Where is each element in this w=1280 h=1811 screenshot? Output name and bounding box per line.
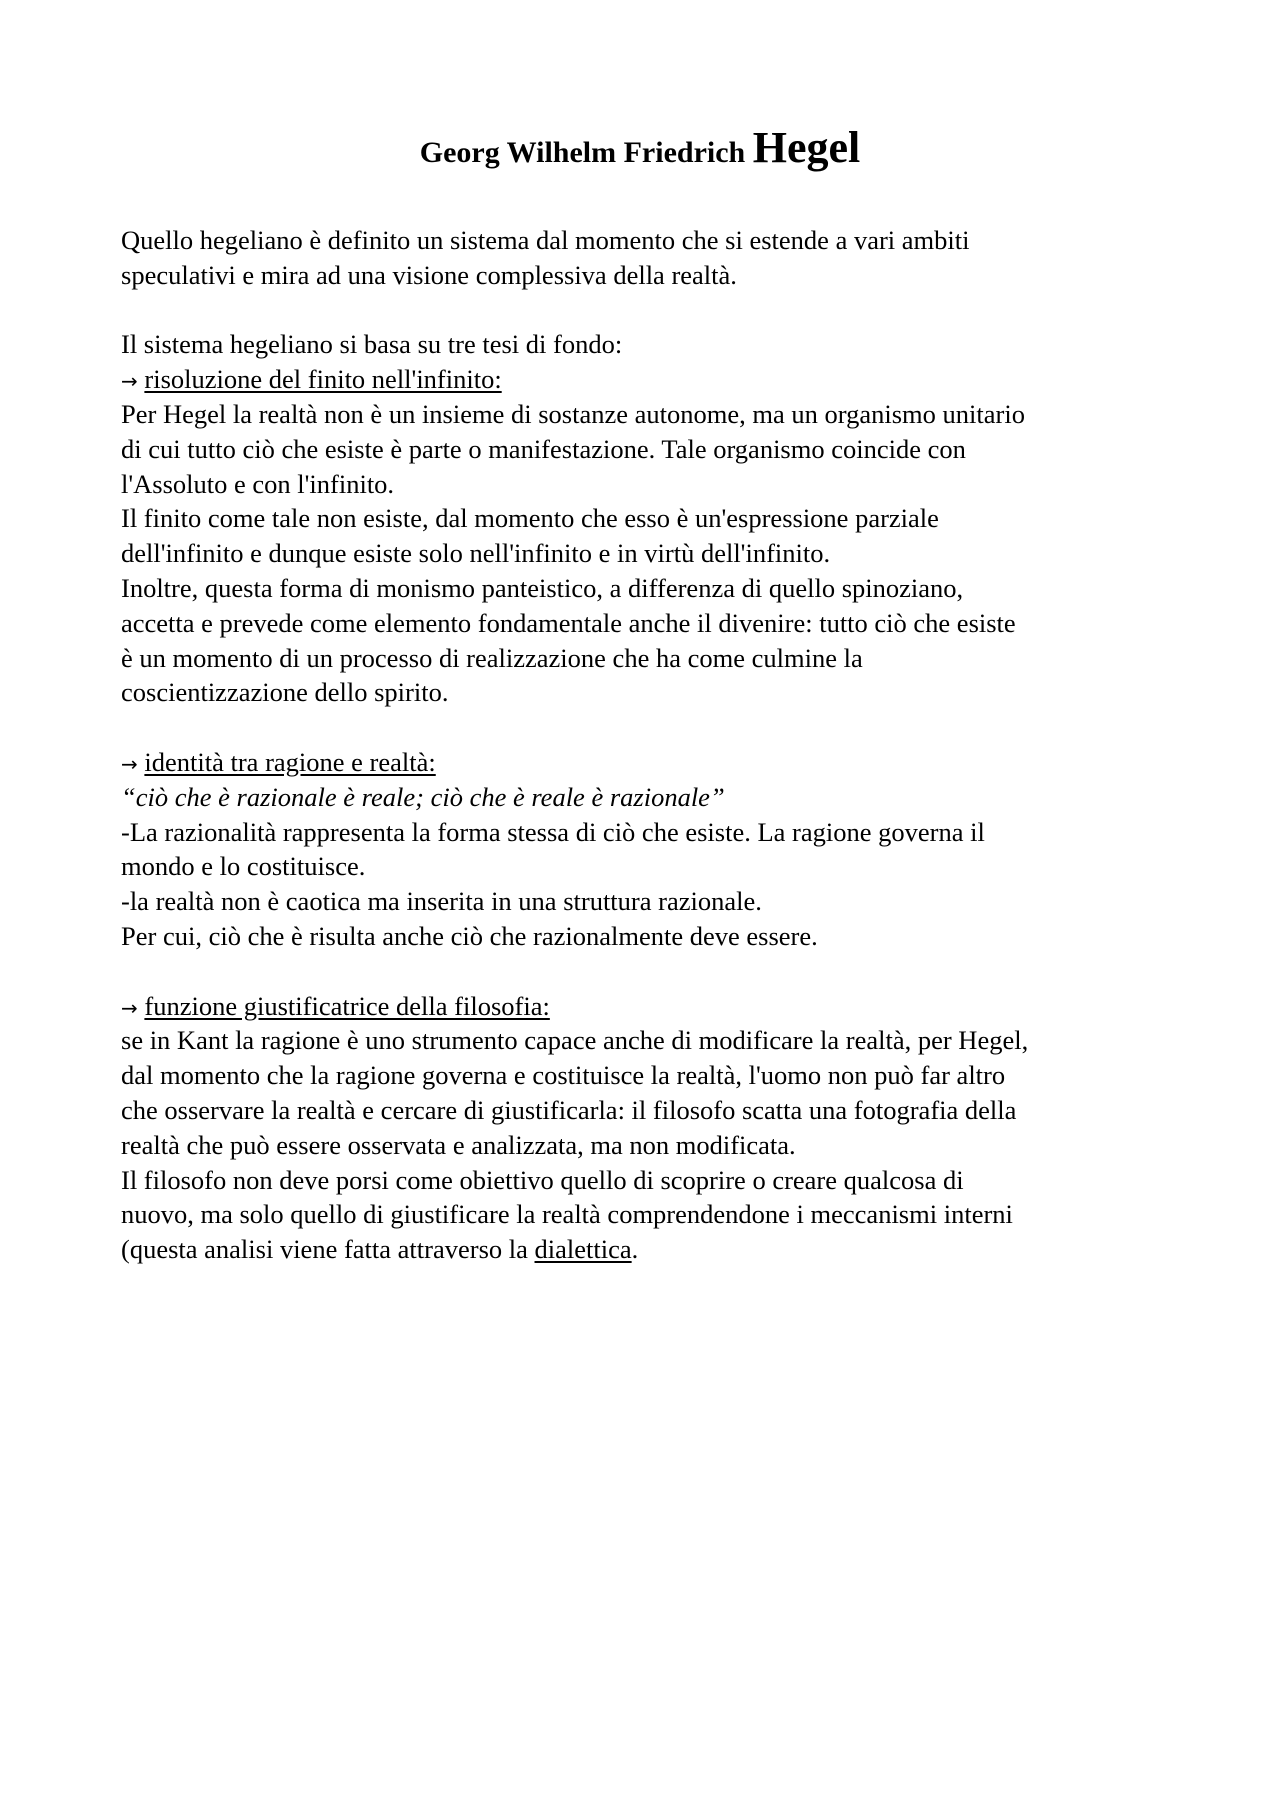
paragraph-gap [121,293,1181,328]
last-line-suffix: . [631,1234,639,1265]
thesis1-line: Per Hegel la realtà non è un insieme di sostanze autonome, ma un organismo unitario [121,398,1025,429]
dialettica-link: dialettica [534,1234,632,1265]
thesis2-line: -la realtà non è caotica ma inserita in una struttura razionale. [121,886,762,917]
thesis1-line: dell'infinito e dunque esiste solo nell'infinito e in virtù dell'infinito. [121,538,831,569]
thesis3-line: realtà che può essere osservata e analizzata, ma non modificata. [121,1129,796,1160]
document-title [0,122,1280,173]
thesis3-line: Il filosofo non deve porsi come obiettivo quello di scoprire o creare qualcosa di [121,1164,964,1195]
thesis-heading [121,989,1181,1024]
thesis1-line: Il finito come tale non esiste, dal momento che esso è un'espressione parziale [121,503,939,534]
arrow-icon: → [121,995,138,1020]
thesis1-line: coscientizzazione dello spirito. [121,677,449,708]
thesis-heading [121,745,1181,780]
thesis2-line: Per cui, ciò che è risulta anche ciò che razionalmente deve essere. [121,920,818,951]
thesis1-line: di cui tutto ciò che esiste è parte o manifestazione. Tale organismo coincide con [121,433,966,464]
thesis3-last-line [121,1232,1181,1267]
paragraph-gap [121,954,1181,989]
thesis2-heading-text: identità tra ragione e realtà: [144,746,436,777]
thesis3-line: se in Kant la ragione è uno strumento capace anche di modificare la realtà, per Hegel, [121,1025,1029,1056]
thesis-heading [121,362,1181,397]
intro-line: Quello hegeliano è definito un sistema dal momento che si estende a vari ambiti [121,225,970,255]
thesis2-line: mondo e lo costituisce. [121,851,366,882]
thesis1-line: è un momento di un processo di realizzazione che ha come culmine la [121,642,863,673]
thesis3-line: dal momento che la ragione governa e costituisce la realtà, l'uomo non può far altro [121,1060,1006,1091]
intro-line: speculativi e mira ad una visione complessiva della realtà. [121,259,737,290]
thesis1-heading-text: risoluzione del finito nell'infinito: [144,364,502,395]
basis-line: Il sistema hegeliano si basa su tre tesi di fondo: [121,329,623,360]
arrow-icon: → [121,751,138,776]
thesis1-line: l'Assoluto e con l'infinito. [121,468,395,499]
arrow-icon: → [121,369,138,394]
paragraph-gap [121,710,1181,745]
thesis2-line: -La razionalità rappresenta la forma stessa di ciò che esiste. La ragione governa il [121,816,985,847]
title-surname-part: Hegel [752,123,861,172]
thesis3-heading-text: funzione giustificatrice della filosofia: [144,990,550,1021]
document-body [121,223,1181,1267]
thesis1-line: Inoltre, questa forma di monismo panteistico, a differenza di quello spinoziano, [121,572,964,603]
last-line-prefix: (questa analisi viene fatta attraverso la [121,1234,535,1265]
thesis2-quote: “ciò che è razionale è reale; ciò che è reale è razionale” [121,781,725,812]
thesis1-line: accetta e prevede come elemento fondamentale anche il divenire: tutto ciò che esiste [121,607,1016,638]
thesis3-line: nuovo, ma solo quello di giustificare la realtà comprendendone i meccanismi interni [121,1199,1013,1230]
thesis3-line: che osservare la realtà e cercare di giustificarla: il filosofo scatta una fotografia della [121,1094,1017,1125]
title-name-part: Georg Wilhelm Friedrich [419,136,753,169]
